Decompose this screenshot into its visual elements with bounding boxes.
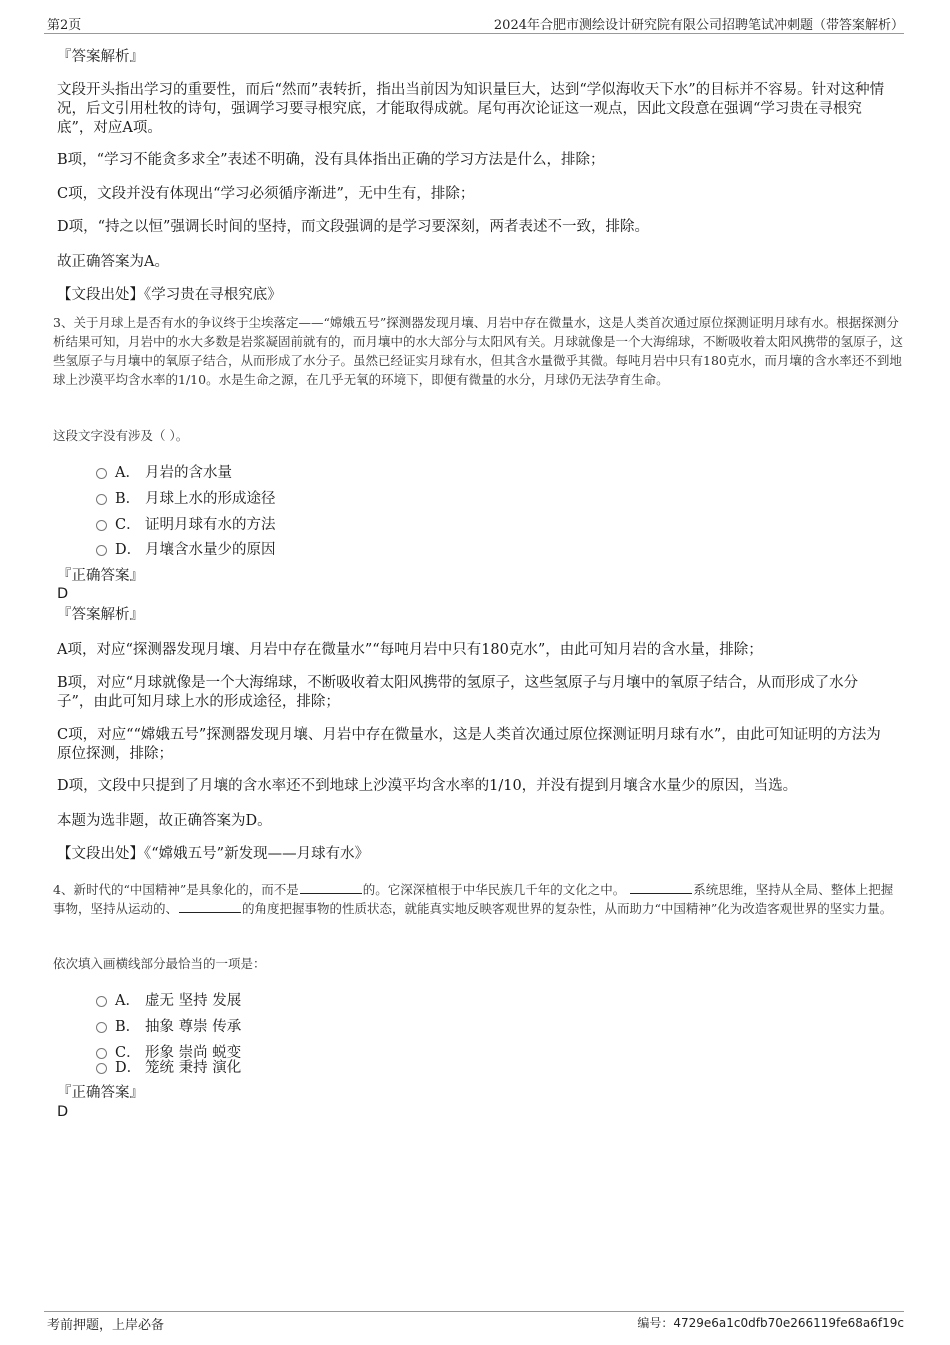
question-stem: 3、关于月球上是否有水的争议终于尘埃落定——“嫦娥五号”探测器发现月壤、月岩中存在微量水，这是人类首次通过原位探测证明月球有水。根据探测分析结果可知，月岩中的水大多数是岩浆凝固前就有的，而月壤中的水大部分与太阳风有关。月球就像是一个大海绵球，不断吸收着太阳风携带的氢原子，这些氢原子与月壤中的氧原子结合，从而形成了水分子。虽然已经证实月球有水，但其含水量微乎其微。每吨月岩中只有180克水，而月壤的含水率还不到地球上沙漠平均含水率的1/10。水是生命之源，在几乎无氧的环境下，即便有微量的水分，月球仍无法孕育生命。 xyxy=(53,315,904,387)
option-a[interactable] xyxy=(96,461,232,481)
explain-paragraph: D项，“持之以恒”强调长时间的坚持，而文段强调的是学习要深刻，两者表述不一致，排除。 xyxy=(57,219,649,235)
radio-button[interactable] xyxy=(96,1063,107,1074)
correct-answer: D xyxy=(57,586,69,602)
option-letter: B． xyxy=(115,1018,141,1035)
explain-paragraph: C项，对应““嫦娥五号”探测器发现月壤、月岩中存在微量水，这是人类首次通过原位探测证明月球有水”，由此可知证明的方法为原位探测，排除； xyxy=(57,727,881,762)
option-text: 月岩的含水量 xyxy=(145,464,232,481)
correct-answer-label: 『正确答案』 xyxy=(57,568,144,584)
fill-blank xyxy=(630,881,692,894)
stem-text: 的角度把握事物的性质状态，就能真实地反映客观世界的复杂性，从而助力“中国精神”化为改造客观世界的坚实力量。 xyxy=(242,901,893,916)
option-letter: D． xyxy=(115,1059,142,1076)
answer-explain-label: 『答案解析』 xyxy=(57,49,144,65)
question-prompt: 依次填入画横线部分最恰当的一项是： xyxy=(53,956,266,971)
explain-paragraph: 文段开头指出学习的重要性，而后“然而”表转折，指出当前因为知识量巨大，达到“学似海收天下水”的目标并不容易。针对这种情况，后文引用杜牧的诗句，强调学习要寻根究底，才能取得成就。尾句再次论证这一观点，因此文段意在强调“学习贵在寻根究底”，对应A项。 xyxy=(57,82,885,136)
question-stem xyxy=(53,880,903,918)
page-number: 第2页 xyxy=(47,18,82,33)
option-text: 笼统 秉持 演化 xyxy=(145,1059,242,1076)
answer-statement: 故正确答案为A。 xyxy=(57,254,169,270)
option-letter: A． xyxy=(115,464,140,481)
option-letter: C． xyxy=(115,516,141,533)
option-letter: C． xyxy=(115,1044,141,1061)
explain-paragraph: A项，对应“探测器发现月壤、月岩中存在微量水”“每吨月岩中只有180克水”，由此可知月岩的含水量，排除； xyxy=(57,642,763,658)
option-b[interactable] xyxy=(96,1015,241,1035)
question-prompt: 这段文字没有涉及（ ）。 xyxy=(53,428,189,443)
correct-answer: D xyxy=(57,1104,69,1120)
option-text: 月壤含水量少的原因 xyxy=(145,541,276,558)
radio-button[interactable] xyxy=(96,494,107,505)
option-a[interactable] xyxy=(96,989,241,1009)
option-text: 证明月球有水的方法 xyxy=(145,516,276,533)
fill-blank xyxy=(300,881,362,894)
option-b[interactable] xyxy=(96,487,276,507)
explain-paragraph: D项，文段中只提到了月壤的含水率还不到地球上沙漠平均含水率的1/10，并没有提到月壤含水量少的原因，当选。 xyxy=(57,778,798,794)
option-letter: B． xyxy=(115,490,141,507)
radio-button[interactable] xyxy=(96,1022,107,1033)
document-title: 2024年合肥市测绘设计研究院有限公司招聘笔试冲刺题（带答案解析） xyxy=(493,18,904,33)
answer-explain-label: 『答案解析』 xyxy=(57,607,144,623)
option-letter: D． xyxy=(115,541,142,558)
stem-text: 4、新时代的“中国精神”是具象化的，而不是 xyxy=(53,882,299,897)
option-text: 形象 崇尚 蜕变 xyxy=(145,1044,242,1061)
option-d[interactable] xyxy=(96,538,276,558)
option-text: 月球上水的形成途径 xyxy=(145,490,276,507)
header-divider xyxy=(44,33,904,34)
option-d[interactable] xyxy=(96,1056,241,1076)
explain-paragraph: B项，“学习不能贪多求全”表述不明确，没有具体指出正确的学习方法是什么，排除； xyxy=(57,152,605,168)
stem-text: 的。它深深植根于中华民族几千年的文化之中。 xyxy=(362,882,626,897)
document-id: 编号：4729e6a1c0dfb70e266119fe68a6f19c xyxy=(637,1316,904,1330)
answer-statement: 本题为选非题，故正确答案为D。 xyxy=(57,813,272,829)
fill-blank xyxy=(179,900,241,913)
option-letter: A． xyxy=(115,992,140,1009)
radio-button[interactable] xyxy=(96,468,107,479)
option-c[interactable] xyxy=(96,513,276,533)
option-text: 虚无 坚持 发展 xyxy=(145,992,242,1009)
option-text: 抽象 尊崇 传承 xyxy=(145,1018,242,1035)
footer-divider xyxy=(44,1311,904,1312)
explain-paragraph: C项，文段并没有体现出“学习必须循序渐进”，无中生有，排除； xyxy=(57,186,475,202)
stem-text: 系统思维，坚持从全局、整体上把握事物，坚持从运动的、 xyxy=(53,882,894,916)
radio-button[interactable] xyxy=(96,996,107,1007)
radio-button[interactable] xyxy=(96,545,107,556)
explain-paragraph: B项，对应“月球就像是一个大海绵球，不断吸收着太阳风携带的氢原子，这些氢原子与月壤中的氧原子结合，从而形成了水分子”，由此可知月球上水的形成途径，排除； xyxy=(57,675,859,710)
source-citation: 【文段出处】《“嫦娥五号”新发现——月球有水》 xyxy=(57,846,370,862)
correct-answer-label: 『正确答案』 xyxy=(57,1085,144,1101)
footer-slogan: 考前押题，上岸必备 xyxy=(47,1318,165,1333)
radio-button[interactable] xyxy=(96,520,107,531)
source-citation: 【文段出处】《学习贵在寻根究底》 xyxy=(57,287,282,303)
